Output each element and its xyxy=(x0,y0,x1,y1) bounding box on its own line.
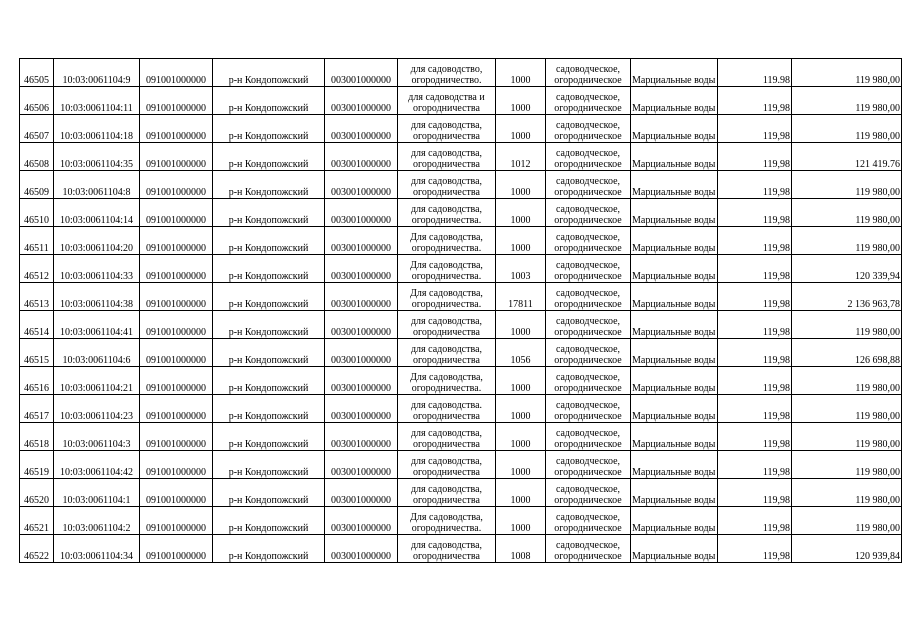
land-category xyxy=(546,255,631,283)
locality-name: Марциальные воды xyxy=(631,283,718,311)
permitted-use-line-1: для садоводства, xyxy=(410,540,483,551)
cadastral-number: 10:03:0061104:34 xyxy=(54,535,140,563)
permitted-use-line-2: огородничества. xyxy=(411,523,482,534)
table-row xyxy=(20,171,902,199)
unit-price: 119,98 xyxy=(718,423,792,451)
land-category-line-2: огородническое xyxy=(554,243,622,254)
permitted-use-line-1: Для садоводства, xyxy=(410,260,483,271)
land-category-line-2: огородническое xyxy=(554,411,622,422)
area-value: 1000 xyxy=(496,507,546,535)
oktmo-code: 003001000000 xyxy=(325,199,398,227)
table-row xyxy=(20,255,902,283)
cadastral-number: 10:03:0061104:6 xyxy=(54,339,140,367)
permitted-use-line-2: огородничества. xyxy=(411,383,482,394)
unit-price: 119,98 xyxy=(718,535,792,563)
oktmo-code: 003001000000 xyxy=(325,87,398,115)
permitted-use-line-2: огородничества xyxy=(413,411,480,422)
oktmo-code: 003001000000 xyxy=(325,59,398,87)
table-body xyxy=(20,59,902,563)
permitted-use-line-2: огородничества xyxy=(413,131,480,142)
permitted-use xyxy=(398,451,496,479)
area-value: 1000 xyxy=(496,395,546,423)
land-category-line-2: огородническое xyxy=(554,495,622,506)
land-register-table xyxy=(19,58,902,563)
unit-price: 119,98 xyxy=(718,227,792,255)
cadastral-number: 10:03:0061104:2 xyxy=(54,507,140,535)
cadastral-number: 10:03:0061104:21 xyxy=(54,367,140,395)
unit-price: 119,98 xyxy=(718,311,792,339)
permitted-use-line-2: огородничества xyxy=(413,551,480,562)
cadastral-number: 10:03:0061104:41 xyxy=(54,311,140,339)
land-category xyxy=(546,115,631,143)
land-category-line-2: огородническое xyxy=(554,103,622,114)
register-page xyxy=(19,58,902,563)
cadastral-value: 119 980,00 xyxy=(792,451,902,479)
table-row xyxy=(20,367,902,395)
table-row xyxy=(20,535,902,563)
permitted-use xyxy=(398,87,496,115)
cadastral-value: 120 939,84 xyxy=(792,535,902,563)
district-name: р-н Кондопожский xyxy=(213,227,325,255)
land-category xyxy=(546,87,631,115)
record-number: 46522 xyxy=(20,535,54,563)
permitted-use-line-1: для садоводства, xyxy=(410,456,483,467)
locality-name: Марциальные воды xyxy=(631,451,718,479)
land-category-line-1: садоводческое, xyxy=(555,456,621,467)
record-number: 46514 xyxy=(20,311,54,339)
okato-code: 091001000000 xyxy=(140,143,213,171)
permitted-use xyxy=(398,395,496,423)
cadastral-value: 119 980,00 xyxy=(792,479,902,507)
permitted-use xyxy=(398,227,496,255)
okato-code: 091001000000 xyxy=(140,59,213,87)
permitted-use-line-2: огородничества. xyxy=(411,215,482,226)
district-name: р-н Кондопожский xyxy=(213,339,325,367)
oktmo-code: 003001000000 xyxy=(325,227,398,255)
area-value: 1000 xyxy=(496,451,546,479)
oktmo-code: 003001000000 xyxy=(325,535,398,563)
permitted-use-line-1: для садоводства. xyxy=(410,400,483,411)
permitted-use-line-1: для садоводство, xyxy=(410,64,483,75)
cadastral-number: 10:03:0061104:3 xyxy=(54,423,140,451)
table-row xyxy=(20,87,902,115)
okato-code: 091001000000 xyxy=(140,423,213,451)
land-category-line-1: садоводческое, xyxy=(555,344,621,355)
permitted-use-line-1: для садоводства, xyxy=(410,204,483,215)
oktmo-code: 003001000000 xyxy=(325,395,398,423)
land-category xyxy=(546,507,631,535)
unit-price: 119,98 xyxy=(718,115,792,143)
record-number: 46513 xyxy=(20,283,54,311)
permitted-use-line-2: огородничества xyxy=(413,187,480,198)
area-value: 1008 xyxy=(496,535,546,563)
unit-price: 119.98 xyxy=(718,59,792,87)
land-category-line-2: огородническое xyxy=(554,215,622,226)
record-number: 46515 xyxy=(20,339,54,367)
cadastral-value: 126 698,88 xyxy=(792,339,902,367)
district-name: р-н Кондопожский xyxy=(213,535,325,563)
unit-price: 119,98 xyxy=(718,255,792,283)
record-number: 46512 xyxy=(20,255,54,283)
area-value: 1000 xyxy=(496,227,546,255)
okato-code: 091001000000 xyxy=(140,507,213,535)
district-name: р-н Кондопожский xyxy=(213,59,325,87)
okato-code: 091001000000 xyxy=(140,227,213,255)
locality-name: Марциальные воды xyxy=(631,339,718,367)
oktmo-code: 003001000000 xyxy=(325,507,398,535)
area-value: 1000 xyxy=(496,311,546,339)
permitted-use xyxy=(398,367,496,395)
record-number: 46516 xyxy=(20,367,54,395)
land-category-line-1: садоводческое, xyxy=(555,64,621,75)
record-number: 46508 xyxy=(20,143,54,171)
table-row xyxy=(20,423,902,451)
locality-name: Марциальные воды xyxy=(631,535,718,563)
cadastral-number: 10:03:0061104:18 xyxy=(54,115,140,143)
land-category xyxy=(546,311,631,339)
record-number: 46505 xyxy=(20,59,54,87)
district-name: р-н Кондопожский xyxy=(213,171,325,199)
land-category-line-2: огородническое xyxy=(554,159,622,170)
oktmo-code: 003001000000 xyxy=(325,311,398,339)
cadastral-number: 10:03:0061104:20 xyxy=(54,227,140,255)
land-category xyxy=(546,535,631,563)
permitted-use xyxy=(398,535,496,563)
locality-name: Марциальные воды xyxy=(631,479,718,507)
district-name: р-н Кондопожский xyxy=(213,395,325,423)
land-category-line-1: садоводческое, xyxy=(555,400,621,411)
cadastral-value: 119 980,00 xyxy=(792,395,902,423)
okato-code: 091001000000 xyxy=(140,283,213,311)
record-number: 46510 xyxy=(20,199,54,227)
permitted-use-line-2: огородничества xyxy=(413,159,480,170)
permitted-use xyxy=(398,255,496,283)
district-name: р-н Кондопожский xyxy=(213,451,325,479)
locality-name: Марциальные воды xyxy=(631,395,718,423)
table-row xyxy=(20,115,902,143)
permitted-use xyxy=(398,423,496,451)
oktmo-code: 003001000000 xyxy=(325,283,398,311)
oktmo-code: 003001000000 xyxy=(325,451,398,479)
area-value: 1000 xyxy=(496,479,546,507)
record-number: 46507 xyxy=(20,115,54,143)
table-row xyxy=(20,311,902,339)
permitted-use-line-1: для садоводства, xyxy=(410,120,483,131)
permitted-use-line-1: Для садоводства, xyxy=(410,372,483,383)
oktmo-code: 003001000000 xyxy=(325,339,398,367)
locality-name: Марциальные воды xyxy=(631,59,718,87)
oktmo-code: 003001000000 xyxy=(325,367,398,395)
locality-name: Марциальные воды xyxy=(631,311,718,339)
district-name: р-н Кондопожский xyxy=(213,423,325,451)
permitted-use xyxy=(398,283,496,311)
cadastral-value: 119 980,00 xyxy=(792,227,902,255)
locality-name: Марциальные воды xyxy=(631,199,718,227)
land-category-line-1: садоводческое, xyxy=(555,316,621,327)
cadastral-number: 10:03:0061104:42 xyxy=(54,451,140,479)
permitted-use-line-2: огородничества. xyxy=(411,271,482,282)
locality-name: Марциальные воды xyxy=(631,255,718,283)
permitted-use-line-1: для садоводства, xyxy=(410,148,483,159)
land-category-line-1: садоводческое, xyxy=(555,260,621,271)
permitted-use xyxy=(398,59,496,87)
district-name: р-н Кондопожский xyxy=(213,143,325,171)
area-value: 1000 xyxy=(496,423,546,451)
land-category-line-2: огородническое xyxy=(554,187,622,198)
permitted-use-line-2: огородничества xyxy=(413,327,480,338)
area-value: 1000 xyxy=(496,115,546,143)
cadastral-value: 121 419.76 xyxy=(792,143,902,171)
unit-price: 119,98 xyxy=(718,451,792,479)
permitted-use-line-1: для садоводства, xyxy=(410,428,483,439)
land-category-line-2: огородническое xyxy=(554,355,622,366)
land-category xyxy=(546,479,631,507)
locality-name: Марциальные воды xyxy=(631,115,718,143)
cadastral-value: 119 980,00 xyxy=(792,171,902,199)
cadastral-value: 119 980,00 xyxy=(792,115,902,143)
unit-price: 119,98 xyxy=(718,479,792,507)
cadastral-value: 119 980,00 xyxy=(792,311,902,339)
oktmo-code: 003001000000 xyxy=(325,255,398,283)
land-category xyxy=(546,171,631,199)
locality-name: Марциальные воды xyxy=(631,507,718,535)
record-number: 46517 xyxy=(20,395,54,423)
record-number: 46506 xyxy=(20,87,54,115)
district-name: р-н Кондопожский xyxy=(213,507,325,535)
okato-code: 091001000000 xyxy=(140,311,213,339)
permitted-use-line-1: Для садоводства, xyxy=(410,232,483,243)
permitted-use-line-2: огородничества. xyxy=(411,243,482,254)
permitted-use-line-1: Для садоводства, xyxy=(410,288,483,299)
locality-name: Марциальные воды xyxy=(631,87,718,115)
unit-price: 119,98 xyxy=(718,367,792,395)
okato-code: 091001000000 xyxy=(140,171,213,199)
cadastral-number: 10:03:0061104:1 xyxy=(54,479,140,507)
permitted-use xyxy=(398,339,496,367)
land-category-line-2: огородническое xyxy=(554,299,622,310)
table-row xyxy=(20,339,902,367)
table-row xyxy=(20,283,902,311)
land-category-line-2: огородническое xyxy=(554,327,622,338)
cadastral-number: 10:03:0061104:33 xyxy=(54,255,140,283)
unit-price: 119,98 xyxy=(718,171,792,199)
table-row xyxy=(20,507,902,535)
land-category-line-1: садоводческое, xyxy=(555,540,621,551)
record-number: 46521 xyxy=(20,507,54,535)
land-category xyxy=(546,59,631,87)
unit-price: 119,98 xyxy=(718,87,792,115)
area-value: 1056 xyxy=(496,339,546,367)
cadastral-value: 119 980,00 xyxy=(792,59,902,87)
permitted-use-line-1: для садоводства и xyxy=(408,92,485,103)
area-value: 1000 xyxy=(496,59,546,87)
area-value: 1000 xyxy=(496,87,546,115)
okato-code: 091001000000 xyxy=(140,255,213,283)
oktmo-code: 003001000000 xyxy=(325,171,398,199)
district-name: р-н Кондопожский xyxy=(213,115,325,143)
table-row xyxy=(20,479,902,507)
cadastral-value: 119 980,00 xyxy=(792,367,902,395)
locality-name: Марциальные воды xyxy=(631,367,718,395)
district-name: р-н Кондопожский xyxy=(213,283,325,311)
land-category-line-1: садоводческое, xyxy=(555,288,621,299)
table-row xyxy=(20,59,902,87)
area-value: 1000 xyxy=(496,171,546,199)
cadastral-value: 2 136 963,78 xyxy=(792,283,902,311)
land-category xyxy=(546,339,631,367)
unit-price: 119,98 xyxy=(718,283,792,311)
land-category-line-1: садоводческое, xyxy=(555,204,621,215)
oktmo-code: 003001000000 xyxy=(325,423,398,451)
permitted-use xyxy=(398,143,496,171)
cadastral-value: 119 980,00 xyxy=(792,87,902,115)
table-row xyxy=(20,395,902,423)
district-name: р-н Кондопожский xyxy=(213,367,325,395)
permitted-use-line-2: огородничества xyxy=(413,439,480,450)
okato-code: 091001000000 xyxy=(140,339,213,367)
land-category-line-1: садоводческое, xyxy=(555,512,621,523)
permitted-use xyxy=(398,311,496,339)
land-category xyxy=(546,283,631,311)
cadastral-number: 10:03:0061104:11 xyxy=(54,87,140,115)
oktmo-code: 003001000000 xyxy=(325,115,398,143)
land-category-line-1: садоводческое, xyxy=(555,232,621,243)
okato-code: 091001000000 xyxy=(140,535,213,563)
area-value: 1003 xyxy=(496,255,546,283)
land-category-line-1: садоводческое, xyxy=(555,484,621,495)
unit-price: 119,98 xyxy=(718,143,792,171)
permitted-use-line-2: огородничества xyxy=(413,355,480,366)
land-category-line-1: садоводческое, xyxy=(555,92,621,103)
district-name: р-н Кондопожский xyxy=(213,87,325,115)
cadastral-number: 10:03:0061104:38 xyxy=(54,283,140,311)
land-category xyxy=(546,395,631,423)
cadastral-number: 10:03:0061104:35 xyxy=(54,143,140,171)
district-name: р-н Кондопожский xyxy=(213,311,325,339)
permitted-use-line-2: огородничества xyxy=(413,495,480,506)
permitted-use xyxy=(398,507,496,535)
area-value: 1000 xyxy=(496,367,546,395)
land-category-line-2: огородническое xyxy=(554,439,622,450)
table-row xyxy=(20,227,902,255)
land-category-line-1: садоводческое, xyxy=(555,428,621,439)
locality-name: Марциальные воды xyxy=(631,227,718,255)
district-name: р-н Кондопожский xyxy=(213,479,325,507)
permitted-use xyxy=(398,115,496,143)
land-category-line-2: огородническое xyxy=(554,131,622,142)
land-category-line-1: садоводческое, xyxy=(555,148,621,159)
okato-code: 091001000000 xyxy=(140,395,213,423)
land-category-line-2: огородническое xyxy=(554,551,622,562)
land-category xyxy=(546,423,631,451)
area-value: 17811 xyxy=(496,283,546,311)
table-row xyxy=(20,143,902,171)
unit-price: 119,98 xyxy=(718,507,792,535)
land-category-line-2: огородническое xyxy=(554,271,622,282)
cadastral-value: 119 980,00 xyxy=(792,507,902,535)
land-category xyxy=(546,227,631,255)
permitted-use xyxy=(398,479,496,507)
district-name: р-н Кондопожский xyxy=(213,199,325,227)
record-number: 46511 xyxy=(20,227,54,255)
land-category-line-2: огородническое xyxy=(554,523,622,534)
permitted-use-line-2: огородничества. xyxy=(411,299,482,310)
cadastral-value: 119 980,00 xyxy=(792,423,902,451)
okato-code: 091001000000 xyxy=(140,451,213,479)
locality-name: Марциальные воды xyxy=(631,171,718,199)
land-category xyxy=(546,367,631,395)
okato-code: 091001000000 xyxy=(140,199,213,227)
okato-code: 091001000000 xyxy=(140,479,213,507)
unit-price: 119,98 xyxy=(718,395,792,423)
area-value: 1000 xyxy=(496,199,546,227)
land-category-line-2: огородническое xyxy=(554,467,622,478)
permitted-use-line-2: огородничества xyxy=(413,467,480,478)
oktmo-code: 003001000000 xyxy=(325,143,398,171)
area-value: 1012 xyxy=(496,143,546,171)
permitted-use xyxy=(398,171,496,199)
permitted-use-line-1: для садоводства, xyxy=(410,484,483,495)
permitted-use-line-1: для садоводства, xyxy=(410,316,483,327)
permitted-use-line-1: для садоводства, xyxy=(410,176,483,187)
land-category-line-2: огородническое xyxy=(554,75,622,86)
permitted-use-line-1: для садоводства, xyxy=(410,344,483,355)
unit-price: 119,98 xyxy=(718,339,792,367)
land-category-line-1: садоводческое, xyxy=(555,120,621,131)
record-number: 46518 xyxy=(20,423,54,451)
unit-price: 119,98 xyxy=(718,199,792,227)
record-number: 46519 xyxy=(20,451,54,479)
locality-name: Марциальные воды xyxy=(631,143,718,171)
land-category-line-1: садоводческое, xyxy=(555,176,621,187)
record-number: 46520 xyxy=(20,479,54,507)
table-row xyxy=(20,451,902,479)
permitted-use-line-2: огородничество. xyxy=(411,75,482,86)
record-number: 46509 xyxy=(20,171,54,199)
land-category-line-2: огородническое xyxy=(554,383,622,394)
okato-code: 091001000000 xyxy=(140,115,213,143)
locality-name: Марциальные воды xyxy=(631,423,718,451)
okato-code: 091001000000 xyxy=(140,87,213,115)
cadastral-number: 10:03:0061104:14 xyxy=(54,199,140,227)
oktmo-code: 003001000000 xyxy=(325,479,398,507)
okato-code: 091001000000 xyxy=(140,367,213,395)
cadastral-number: 10:03:0061104:8 xyxy=(54,171,140,199)
table-row xyxy=(20,199,902,227)
permitted-use-line-1: Для садоводства, xyxy=(410,512,483,523)
cadastral-number: 10:03:0061104:9 xyxy=(54,59,140,87)
land-category-line-1: садоводческое, xyxy=(555,372,621,383)
cadastral-number: 10:03:0061104:23 xyxy=(54,395,140,423)
permitted-use-line-2: огородничества xyxy=(413,103,480,114)
cadastral-value: 119 980,00 xyxy=(792,199,902,227)
land-category xyxy=(546,199,631,227)
land-category xyxy=(546,143,631,171)
land-category xyxy=(546,451,631,479)
district-name: р-н Кондопожский xyxy=(213,255,325,283)
permitted-use xyxy=(398,199,496,227)
cadastral-value: 120 339,94 xyxy=(792,255,902,283)
